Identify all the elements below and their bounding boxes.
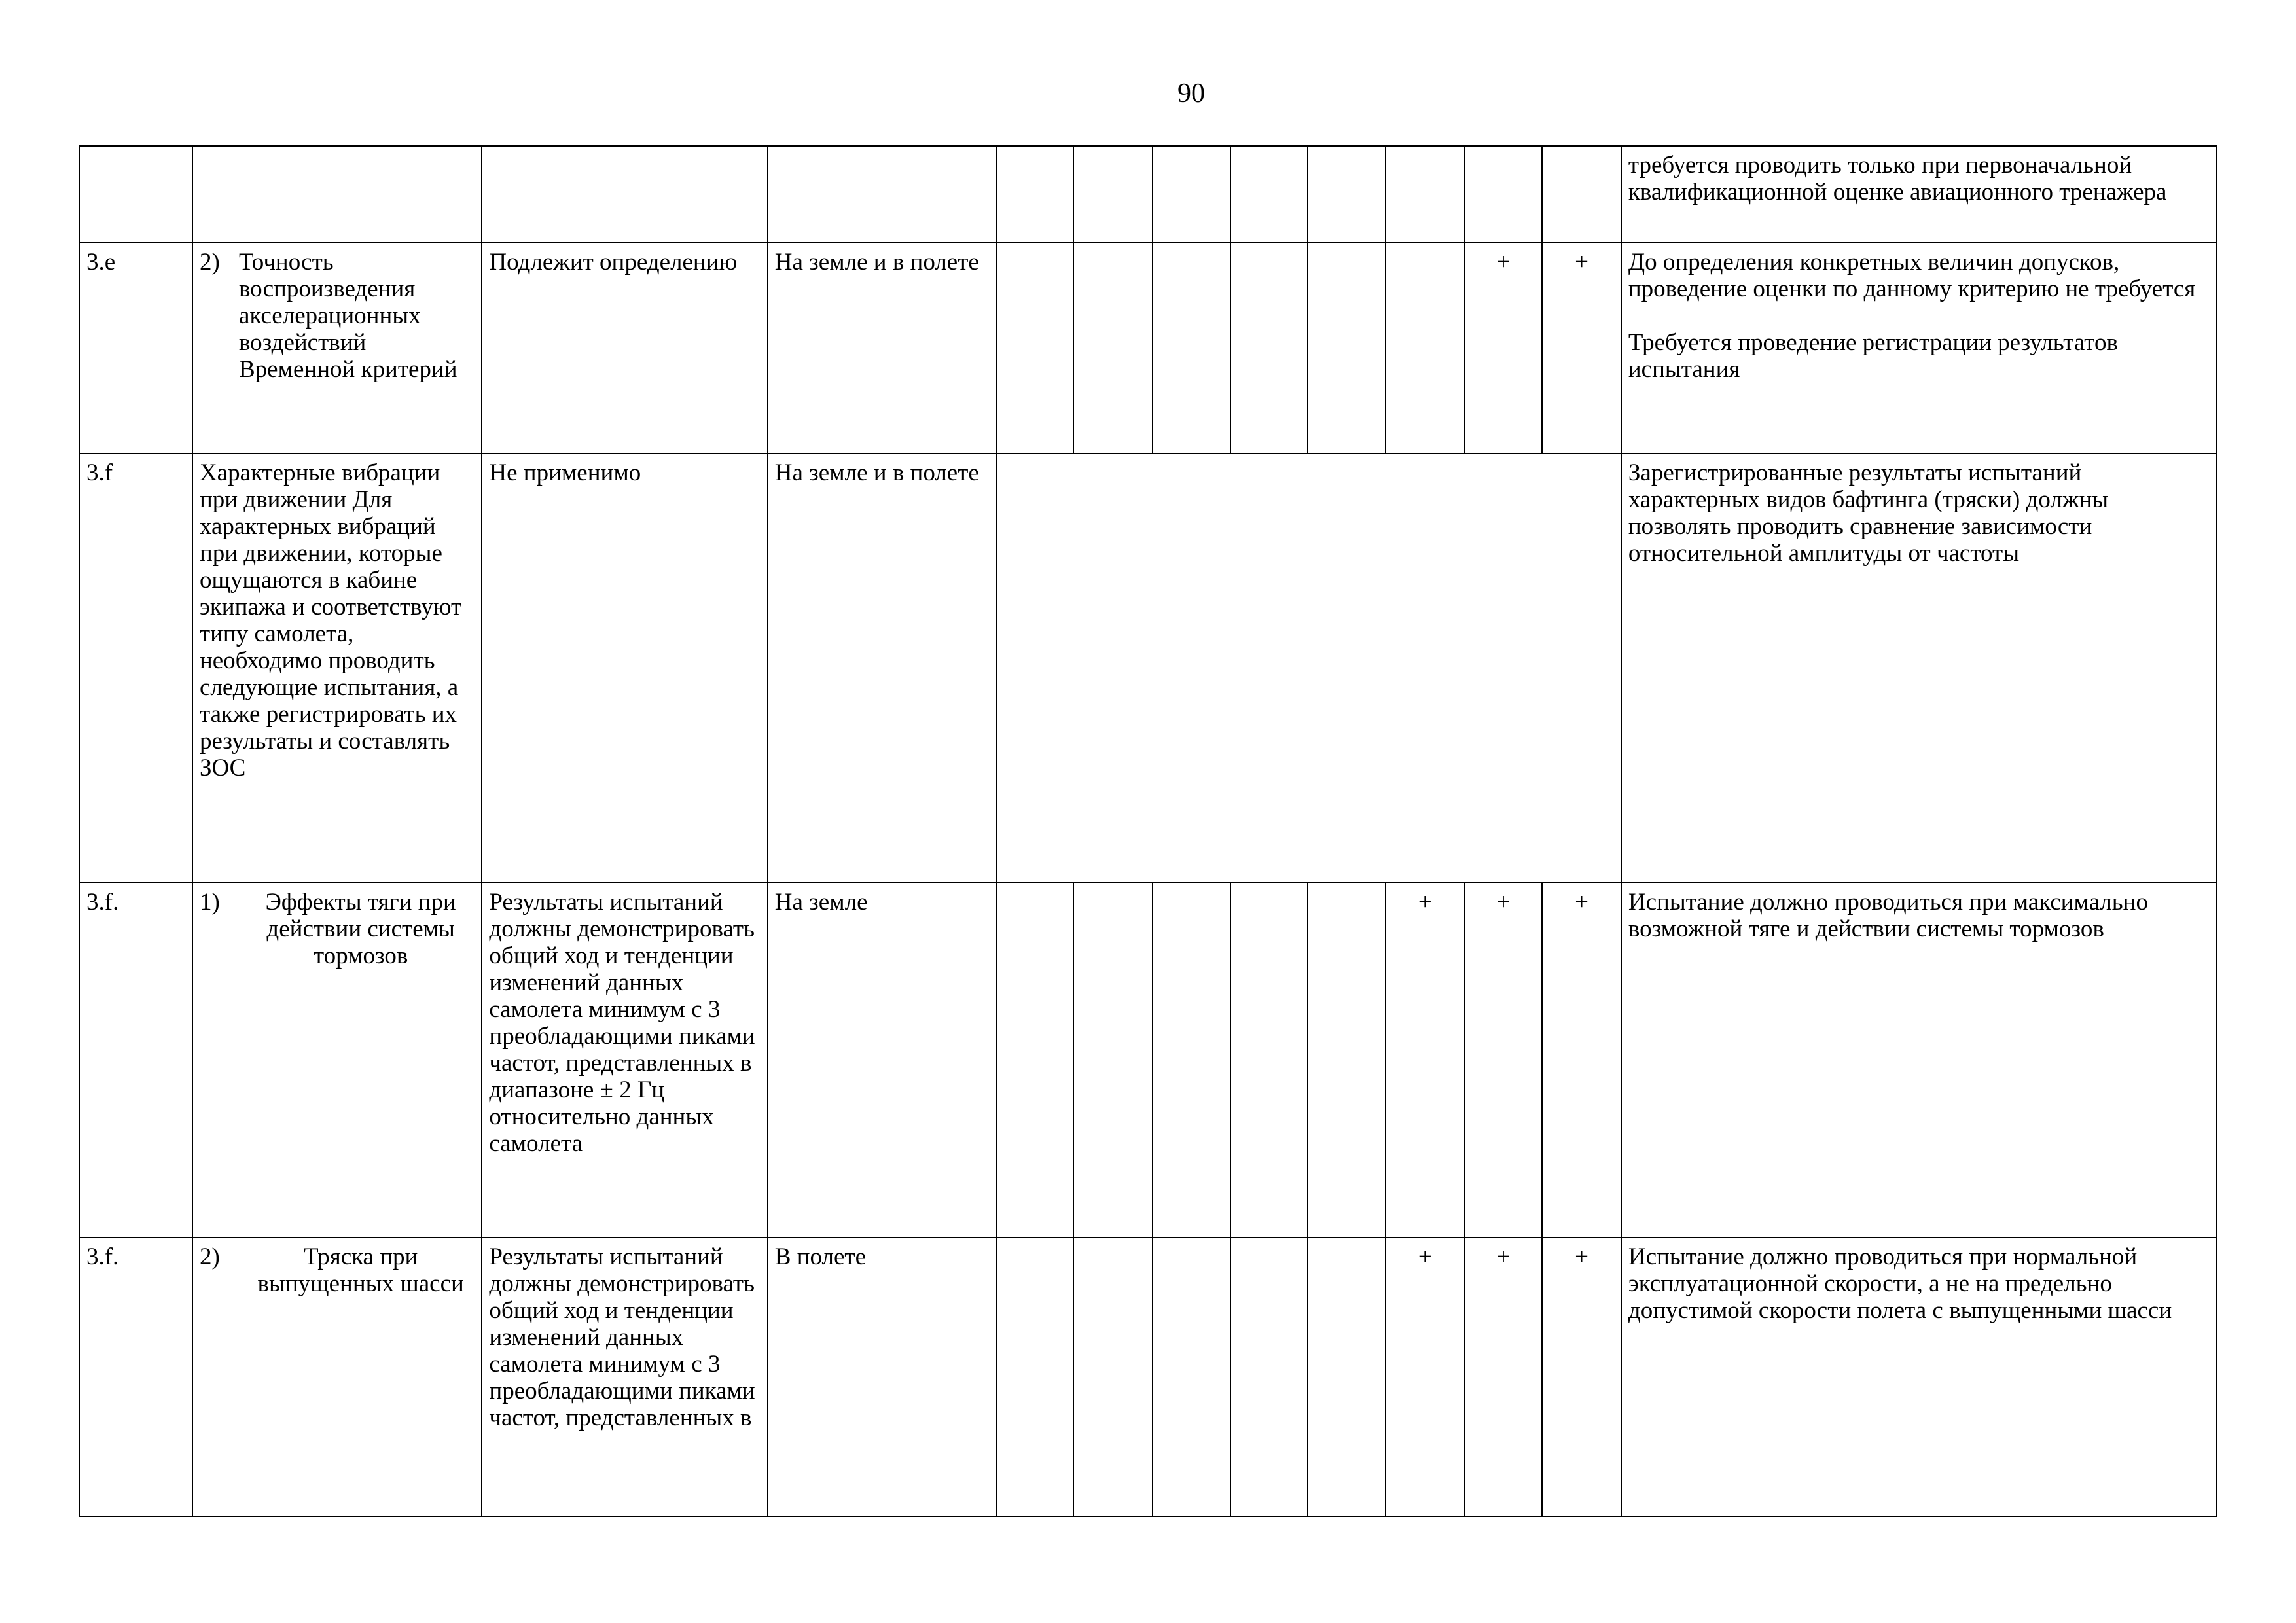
table-row: [79, 1238, 2217, 1516]
level-mark-cell: [1073, 1238, 1153, 1516]
conditions-cell: На земле: [768, 883, 997, 1238]
level-mark-cell: +: [1542, 243, 1621, 454]
level-mark-cell: [1073, 243, 1153, 454]
table-row: [79, 883, 2217, 1238]
test-name: Точность воспроизведения акселерационных воздействий Временной критерий: [238, 249, 457, 383]
note-text: требуется проводить только при первоначальной квалификационной оценке авиационного тренажера: [1628, 152, 2167, 205]
level-mark-cell: +: [1465, 883, 1543, 1238]
level-mark-cell: [1153, 1238, 1230, 1516]
level-mark-cell: [997, 1238, 1074, 1516]
tolerance-cell: [482, 146, 767, 243]
table-row: [79, 243, 2217, 454]
test-name: Эффекты тяги при действии системы тормозов: [265, 889, 456, 969]
test-name-cell: [192, 1238, 482, 1516]
level-mark-cell: +: [1465, 1238, 1543, 1516]
level-mark-cell: [1230, 1238, 1308, 1516]
test-name-cell: [192, 243, 482, 454]
level-mark-cell: [997, 883, 1074, 1238]
level-mark-cell: [1230, 883, 1308, 1238]
level-mark-cell: [1153, 243, 1230, 454]
tolerance-cell: Результаты испытаний должны демонстрировать общий ход и тенденции изменений данных самолета минимум с 3 преобладающими пиками частот, представленных в диапазоне ± 2 Гц относительно данных самолета: [482, 883, 767, 1238]
level-mark-cell: [1308, 883, 1386, 1238]
page-number: 90: [1177, 79, 1205, 109]
test-name-cell: [192, 883, 482, 1238]
level-mark-cell: [1308, 146, 1386, 243]
level-mark-cell: [1308, 1238, 1386, 1516]
notes-cell: [1621, 243, 2217, 454]
item-number: 1): [199, 889, 220, 916]
level-mark-cell: [1386, 146, 1465, 243]
test-id-cell: 3.f: [79, 454, 192, 883]
table-row: [79, 454, 2217, 883]
note-text: До определения конкретных величин допусков, проведение оценки по данному критерию не требуется: [1628, 249, 2196, 302]
note-text: Испытание должно проводиться при нормальной эксплуатационной скорости, а не на предельно допустимой скорости полета с выпущенными шасси: [1628, 1243, 2172, 1324]
table-row: [79, 146, 2217, 243]
level-mark-cell: +: [1386, 883, 1465, 1238]
test-id-cell: 3.e: [79, 243, 192, 454]
level-mark-cell: +: [1542, 1238, 1621, 1516]
level-mark-cell: [1073, 146, 1153, 243]
notes-cell: [1621, 146, 2217, 243]
note-text: Зарегистрированные результаты испытаний характерных видов бафтинга (тряски) должны позволять проводить сравнение зависимости относительной амплитуды от частоты: [1628, 459, 2109, 567]
test-name-cell: [192, 146, 482, 243]
level-mark-cell: [1308, 243, 1386, 454]
item-number: 2): [199, 1243, 220, 1270]
test-name: Тряска при выпущенных шасси: [257, 1243, 464, 1297]
conditions-cell: В полете: [768, 1238, 997, 1516]
level-mark-cell: [1542, 146, 1621, 243]
level-mark-cell: +: [1542, 883, 1621, 1238]
test-name-cell: Характерные вибрации при движении Для характерных вибраций при движении, которые ощущаются в кабине экипажа и соответствуют типу самолета, необходимо проводить следующие испытания, а также регистрировать их результаты и составлять ЗОС: [192, 454, 482, 883]
conditions-cell: На земле и в полете: [768, 243, 997, 454]
level-merged-cell: [997, 454, 1621, 883]
tolerance-cell: Не применимо: [482, 454, 767, 883]
test-id-cell: 3.f.: [79, 1238, 192, 1516]
level-mark-cell: [1230, 146, 1308, 243]
item-number: 2): [199, 249, 220, 276]
level-mark-cell: [1386, 243, 1465, 454]
tolerance-cell: Подлежит определению: [482, 243, 767, 454]
tolerance-cell: Результаты испытаний должны демонстрировать общий ход и тенденции изменений данных самолета минимум с 3 преобладающими пиками частот, представленных в: [482, 1238, 767, 1516]
note-text: Требуется проведение регистрации результатов испытания: [1628, 329, 2118, 383]
level-mark-cell: +: [1465, 243, 1543, 454]
level-mark-cell: [1230, 243, 1308, 454]
test-id-cell: 3.f.: [79, 883, 192, 1238]
note-text: Испытание должно проводиться при максимально возможной тяге и действии системы тормозов: [1628, 889, 2148, 942]
requirements-table: [79, 145, 2217, 1517]
level-mark-cell: [1153, 146, 1230, 243]
level-mark-cell: [1153, 883, 1230, 1238]
level-mark-cell: [997, 146, 1074, 243]
conditions-cell: На земле и в полете: [768, 454, 997, 883]
notes-cell: [1621, 454, 2217, 883]
level-mark-cell: [1465, 146, 1543, 243]
notes-cell: [1621, 1238, 2217, 1516]
level-mark-cell: +: [1386, 1238, 1465, 1516]
level-mark-cell: [997, 243, 1074, 454]
conditions-cell: [768, 146, 997, 243]
notes-cell: [1621, 883, 2217, 1238]
level-mark-cell: [1073, 883, 1153, 1238]
test-id-cell: [79, 146, 192, 243]
